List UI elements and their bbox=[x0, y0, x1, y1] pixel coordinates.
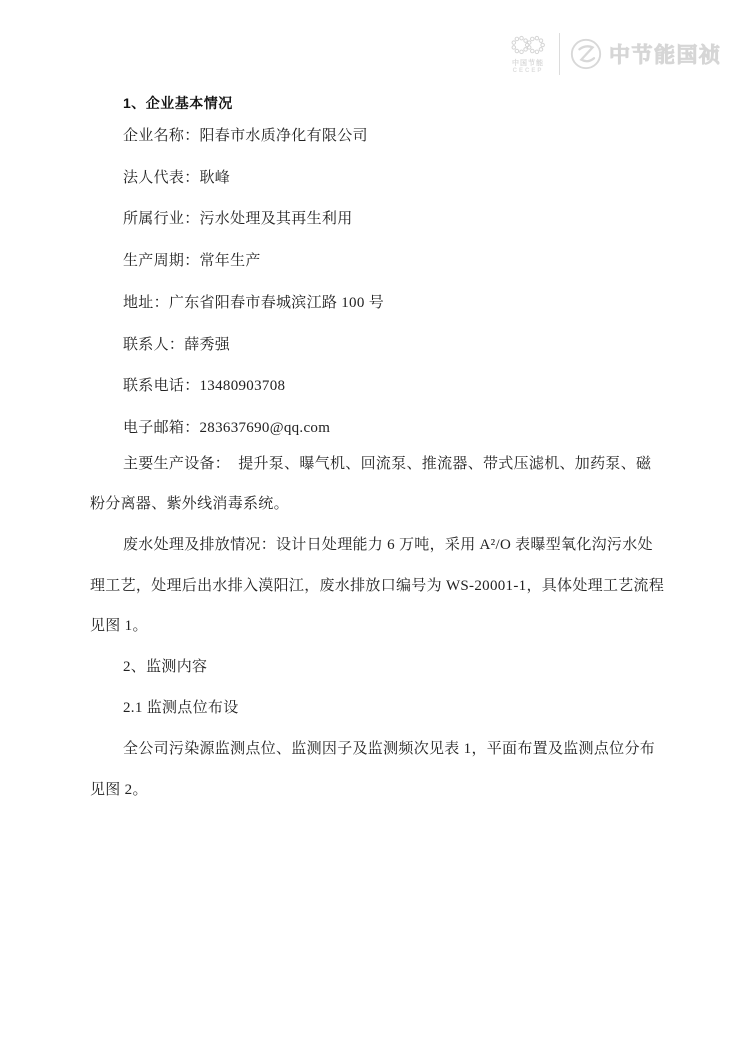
header-logo bbox=[506, 30, 722, 78]
monitoring-line-1: 全公司污染源监测点位、监测因子及监测频次见表 1，平面布置及监测点位分布 bbox=[123, 741, 656, 757]
company-name-line: 企业名称：阳春市水质净化有限公司 bbox=[123, 128, 368, 144]
section-2-1-heading: 2.1 监测点位布设 bbox=[123, 700, 239, 716]
cecep-logo bbox=[506, 34, 550, 74]
guozhen-circle-z-logo-icon bbox=[569, 37, 603, 71]
cecep-cn-label: 中国节能 bbox=[512, 60, 544, 67]
legal-rep-line: 法人代表：耿峰 bbox=[123, 170, 231, 186]
wastewater-line-3: 见图 1。 bbox=[90, 618, 148, 634]
industry-line: 所属行业：污水处理及其再生利用 bbox=[123, 211, 353, 227]
cecep-dots-logo-icon bbox=[508, 34, 548, 56]
logo-divider bbox=[559, 33, 560, 75]
contact-person-line: 联系人：薛秀强 bbox=[123, 337, 231, 353]
equipment-line-2: 粉分离器、紫外线消毒系统。 bbox=[90, 496, 289, 512]
production-cycle-line: 生产周期：常年生产 bbox=[123, 253, 261, 269]
equipment-line-1: 主要生产设备： 提升泵、曝气机、回流泵、推流器、带式压滤机、加药泵、磁 bbox=[123, 456, 652, 472]
section-1-heading: 1、企业基本情况 bbox=[123, 95, 233, 111]
phone-line: 联系电话：13480903708 bbox=[123, 378, 286, 394]
cecep-en-label: CECEP bbox=[512, 68, 544, 74]
address-line: 地址：广东省阳春市春城滨江路 100 号 bbox=[123, 295, 385, 311]
brand-name-label: 中节能国祯 bbox=[609, 44, 722, 67]
wastewater-line-1: 废水处理及排放情况：设计日处理能力 6 万吨，采用 A²/O 表曝型氧化沟污水处 bbox=[123, 537, 653, 553]
monitoring-line-2: 见图 2。 bbox=[90, 782, 148, 798]
section-2-heading: 2、监测内容 bbox=[123, 659, 208, 675]
wastewater-line-2: 理工艺，处理后出水排入漠阳江，废水排放口编号为 WS-20001-1，具体处理工艺流程 bbox=[90, 578, 665, 594]
email-line: 电子邮箱：283637690@qq.com bbox=[123, 420, 331, 436]
